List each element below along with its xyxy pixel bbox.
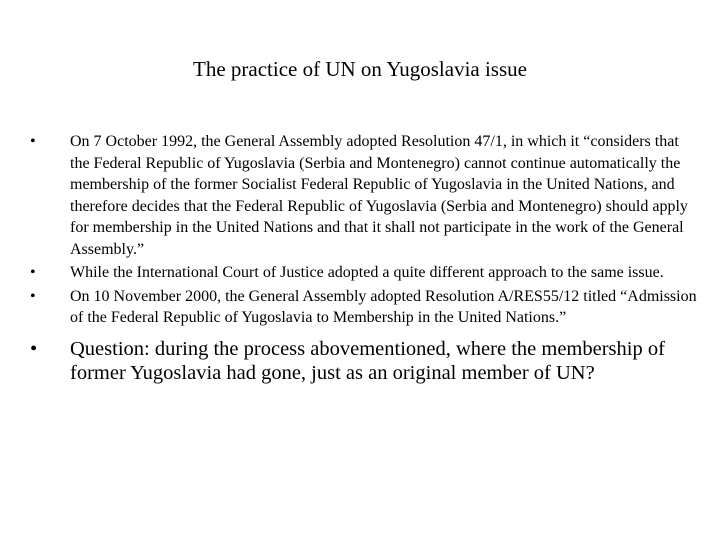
bullet-text: While the International Court of Justice adopted a quite different approach to the same issue. <box>70 264 664 281</box>
bullet-dot-icon: • <box>30 337 38 360</box>
bullet-item-resolution-55-12 <box>30 286 700 329</box>
bullet-text: On 10 November 2000, the General Assembly adopted Resolution A/RES55/12 titled “Admission of the Federal Republic of Yugoslavia to Membership in the United Nations.” <box>70 287 697 326</box>
bullet-item-icj-approach <box>30 262 700 284</box>
bullet-item-question <box>30 337 700 385</box>
bullet-dot-icon: • <box>30 133 36 150</box>
bullet-dot-icon: • <box>30 264 36 281</box>
bullet-list <box>30 131 700 385</box>
bullet-text: On 7 October 1992, the General Assembly adopted Resolution 47/1, in which it “considers that the Federal Republic of Yugoslavia (Serbia and Montenegro) cannot continue automatically the membership of the former Socialist Federal Republic of Yugoslavia in the United Nations, and therefore decides that the Federal Republic of Yugoslavia (Serbia and Montenegro) should apply for membership in the United Nations and that it shall not participate in the work of the General Assembly.” <box>70 133 688 258</box>
bullet-text: Question: during the process abovementioned, where the membership of former Yugoslavia had gone, just as an original member of UN? <box>70 337 665 384</box>
bullet-item-resolution-47-1 <box>30 131 700 260</box>
bullet-dot-icon: • <box>30 287 36 305</box>
slide-title: The practice of UN on Yugoslavia issue <box>193 57 527 81</box>
